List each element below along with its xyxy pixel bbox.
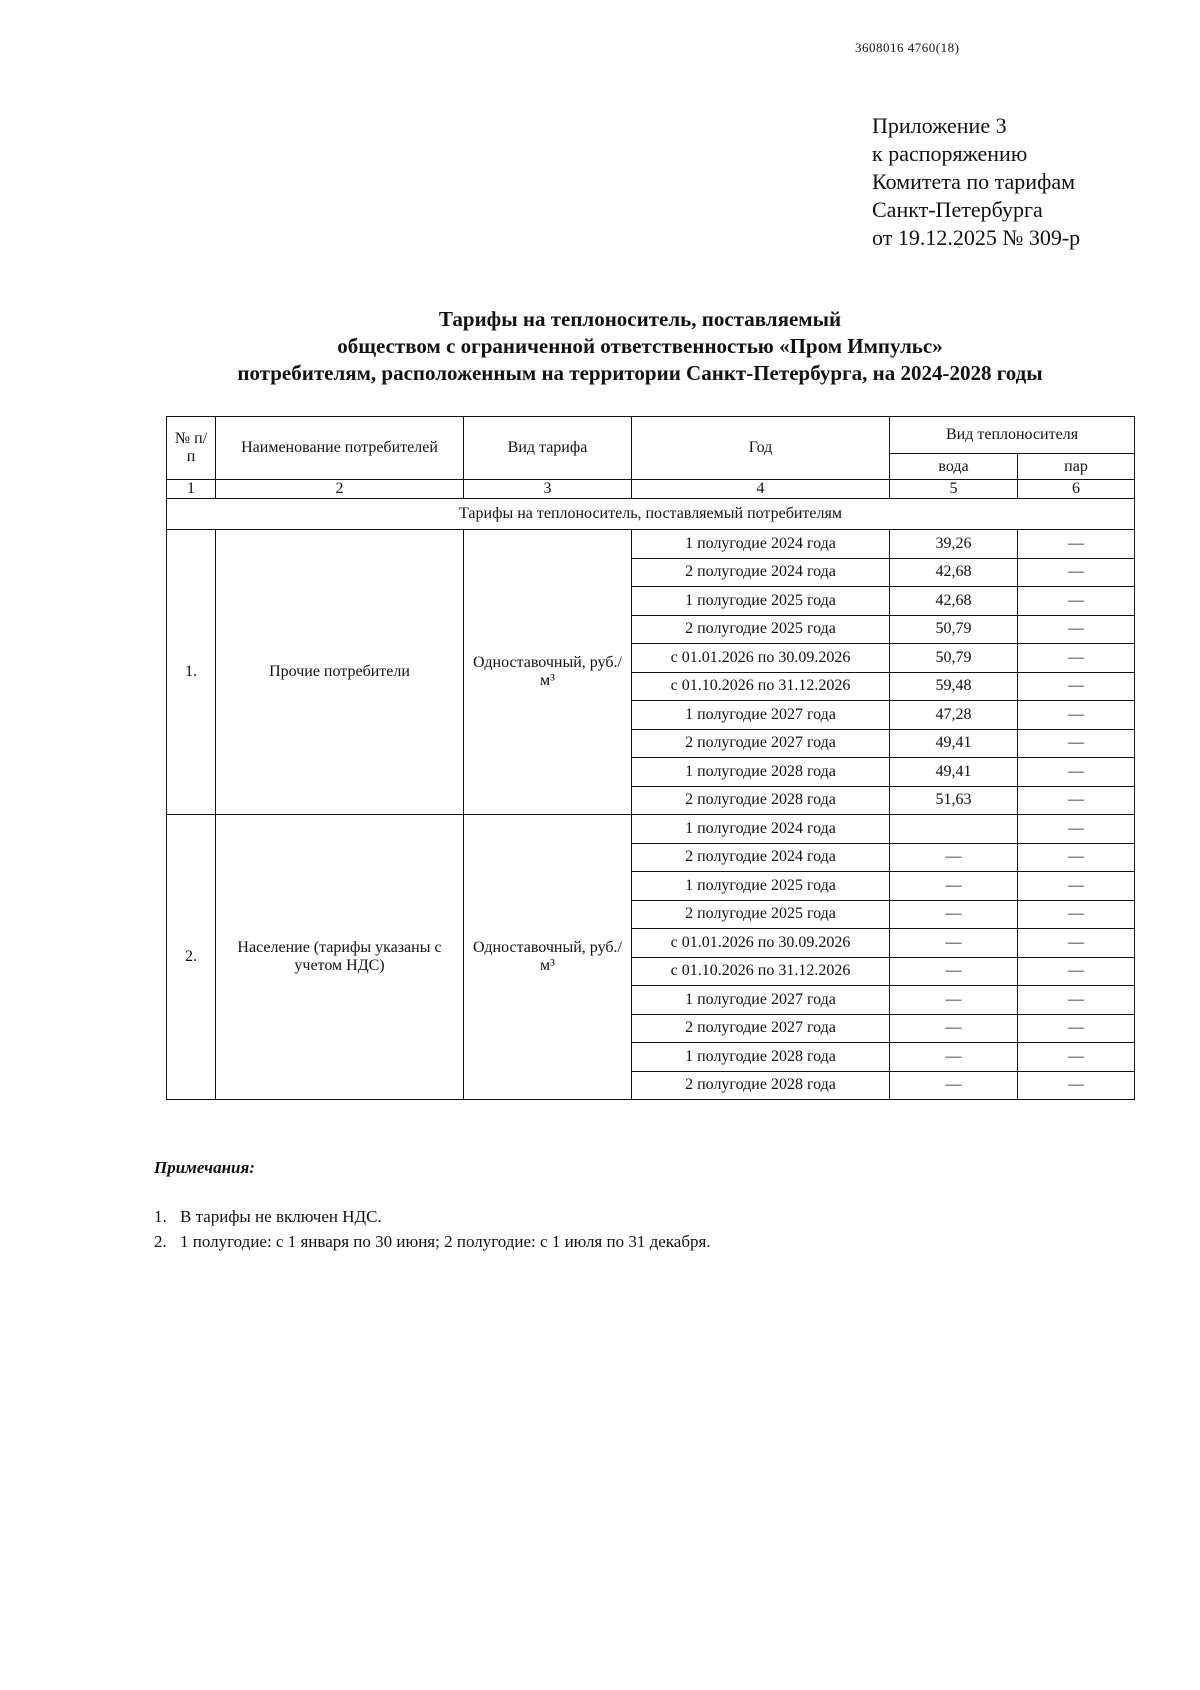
period-cell: 2 полугодие 2024 года: [632, 558, 890, 587]
steam-value: —: [1018, 986, 1135, 1015]
tariff-table-body: [167, 417, 1135, 1100]
appendix-line: Санкт-Петербурга: [872, 197, 1043, 222]
water-value: 50,79: [890, 644, 1018, 673]
period-cell: с 01.01.2026 по 30.09.2026: [632, 644, 890, 673]
steam-value: —: [1018, 1014, 1135, 1043]
water-value: 51,63: [890, 786, 1018, 815]
group-tariff-type: Одноставочный, руб./м³: [464, 815, 632, 1100]
note-item: [154, 1204, 711, 1229]
steam-value: —: [1018, 929, 1135, 958]
note-number: 2.: [154, 1232, 167, 1251]
appendix-line: Приложение 3: [872, 113, 1007, 138]
note-text: 1 полугодие: с 1 января по 30 июня; 2 полугодие: с 1 июля по 31 декабря.: [180, 1232, 711, 1251]
document-title: [130, 306, 1150, 387]
steam-value: —: [1018, 815, 1135, 844]
water-value: —: [890, 872, 1018, 901]
water-value: 47,28: [890, 701, 1018, 730]
water-value: —: [890, 1043, 1018, 1072]
column-number: 3: [464, 480, 632, 499]
period-cell: 1 полугодие 2027 года: [632, 701, 890, 730]
group-number: 1.: [167, 530, 216, 815]
steam-value: —: [1018, 758, 1135, 787]
water-value: —: [890, 1071, 1018, 1100]
period-cell: 2 полугодие 2028 года: [632, 1071, 890, 1100]
note-number: 1.: [154, 1207, 167, 1226]
header-tariff-type: Вид тарифа: [464, 417, 632, 480]
column-number: 5: [890, 480, 1018, 499]
appendix-line: к распоряжению: [872, 141, 1028, 166]
group-consumer: Прочие потребители: [216, 530, 464, 815]
steam-value: —: [1018, 701, 1135, 730]
period-cell: 1 полугодие 2027 года: [632, 986, 890, 1015]
section-title: Тарифы на теплоноситель, поставляемый потребителям: [167, 499, 1135, 530]
header-consumer: Наименование потребителей: [216, 417, 464, 480]
column-number: 6: [1018, 480, 1135, 499]
column-number: 1: [167, 480, 216, 499]
header-carrier: Вид теплоносителя: [890, 417, 1135, 454]
group-number: 2.: [167, 815, 216, 1100]
period-cell: с 01.01.2026 по 30.09.2026: [632, 929, 890, 958]
period-cell: 2 полугодие 2024 года: [632, 843, 890, 872]
header-num: № п/п: [167, 417, 216, 480]
period-cell: 1 полугодие 2025 года: [632, 872, 890, 901]
note-text: В тарифы не включен НДС.: [180, 1207, 382, 1226]
title-line: Тарифы на теплоноситель, поставляемый: [438, 307, 842, 331]
appendix-block: [872, 112, 1080, 252]
notes-block: [154, 1158, 711, 1254]
water-value: 50,79: [890, 615, 1018, 644]
water-value: 49,41: [890, 729, 1018, 758]
water-value: [890, 815, 1018, 844]
section-row: [167, 499, 1135, 530]
appendix-line: от 19.12.2025 № 309-р: [872, 225, 1081, 250]
steam-value: —: [1018, 729, 1135, 758]
steam-value: —: [1018, 843, 1135, 872]
appendix-line: Комитета по тарифам: [872, 169, 1076, 194]
steam-value: —: [1018, 786, 1135, 815]
period-cell: 2 полугодие 2027 года: [632, 729, 890, 758]
document-number: 3608016 4760(18): [855, 40, 960, 55]
steam-value: —: [1018, 1071, 1135, 1100]
period-cell: 1 полугодие 2024 года: [632, 815, 890, 844]
note-item: [154, 1229, 711, 1254]
steam-value: —: [1018, 644, 1135, 673]
water-value: —: [890, 929, 1018, 958]
steam-value: —: [1018, 957, 1135, 986]
water-value: —: [890, 1014, 1018, 1043]
water-value: —: [890, 986, 1018, 1015]
steam-value: —: [1018, 872, 1135, 901]
period-cell: 2 полугодие 2027 года: [632, 1014, 890, 1043]
header-row: [167, 417, 1135, 454]
steam-value: —: [1018, 615, 1135, 644]
steam-value: —: [1018, 587, 1135, 616]
period-cell: 2 полугодие 2028 года: [632, 786, 890, 815]
steam-value: —: [1018, 530, 1135, 559]
tariff-table: [166, 416, 1135, 1100]
water-value: 49,41: [890, 758, 1018, 787]
water-value: 42,68: [890, 558, 1018, 587]
water-value: —: [890, 900, 1018, 929]
steam-value: —: [1018, 672, 1135, 701]
column-number: 2: [216, 480, 464, 499]
group-consumer: Население (тарифы указаны с учетом НДС): [216, 815, 464, 1100]
period-cell: с 01.10.2026 по 31.12.2026: [632, 957, 890, 986]
title-line: обществом с ограниченной ответственностью «Пром Импульс»: [337, 334, 943, 358]
table-row: [167, 815, 1135, 844]
water-value: —: [890, 957, 1018, 986]
water-value: —: [890, 843, 1018, 872]
period-cell: с 01.10.2026 по 31.12.2026: [632, 672, 890, 701]
water-value: 59,48: [890, 672, 1018, 701]
notes-title: Примечания:: [154, 1158, 255, 1177]
water-value: 42,68: [890, 587, 1018, 616]
period-cell: 2 полугодие 2025 года: [632, 615, 890, 644]
period-cell: 2 полугодие 2025 года: [632, 900, 890, 929]
table-row: [167, 530, 1135, 559]
steam-value: —: [1018, 558, 1135, 587]
group-tariff-type: Одноставочный, руб./м³: [464, 530, 632, 815]
steam-value: —: [1018, 900, 1135, 929]
header-year: Год: [632, 417, 890, 480]
steam-value: —: [1018, 1043, 1135, 1072]
column-number-row: [167, 480, 1135, 499]
header-water: вода: [890, 454, 1018, 480]
column-number: 4: [632, 480, 890, 499]
period-cell: 1 полугодие 2024 года: [632, 530, 890, 559]
notes-list: [154, 1204, 711, 1254]
period-cell: 1 полугодие 2025 года: [632, 587, 890, 616]
period-cell: 1 полугодие 2028 года: [632, 758, 890, 787]
title-line: потребителям, расположенным на территории Санкт-Петербурга, на 2024-2028 годы: [237, 361, 1043, 385]
period-cell: 1 полугодие 2028 года: [632, 1043, 890, 1072]
water-value: 39,26: [890, 530, 1018, 559]
header-steam: пар: [1018, 454, 1135, 480]
